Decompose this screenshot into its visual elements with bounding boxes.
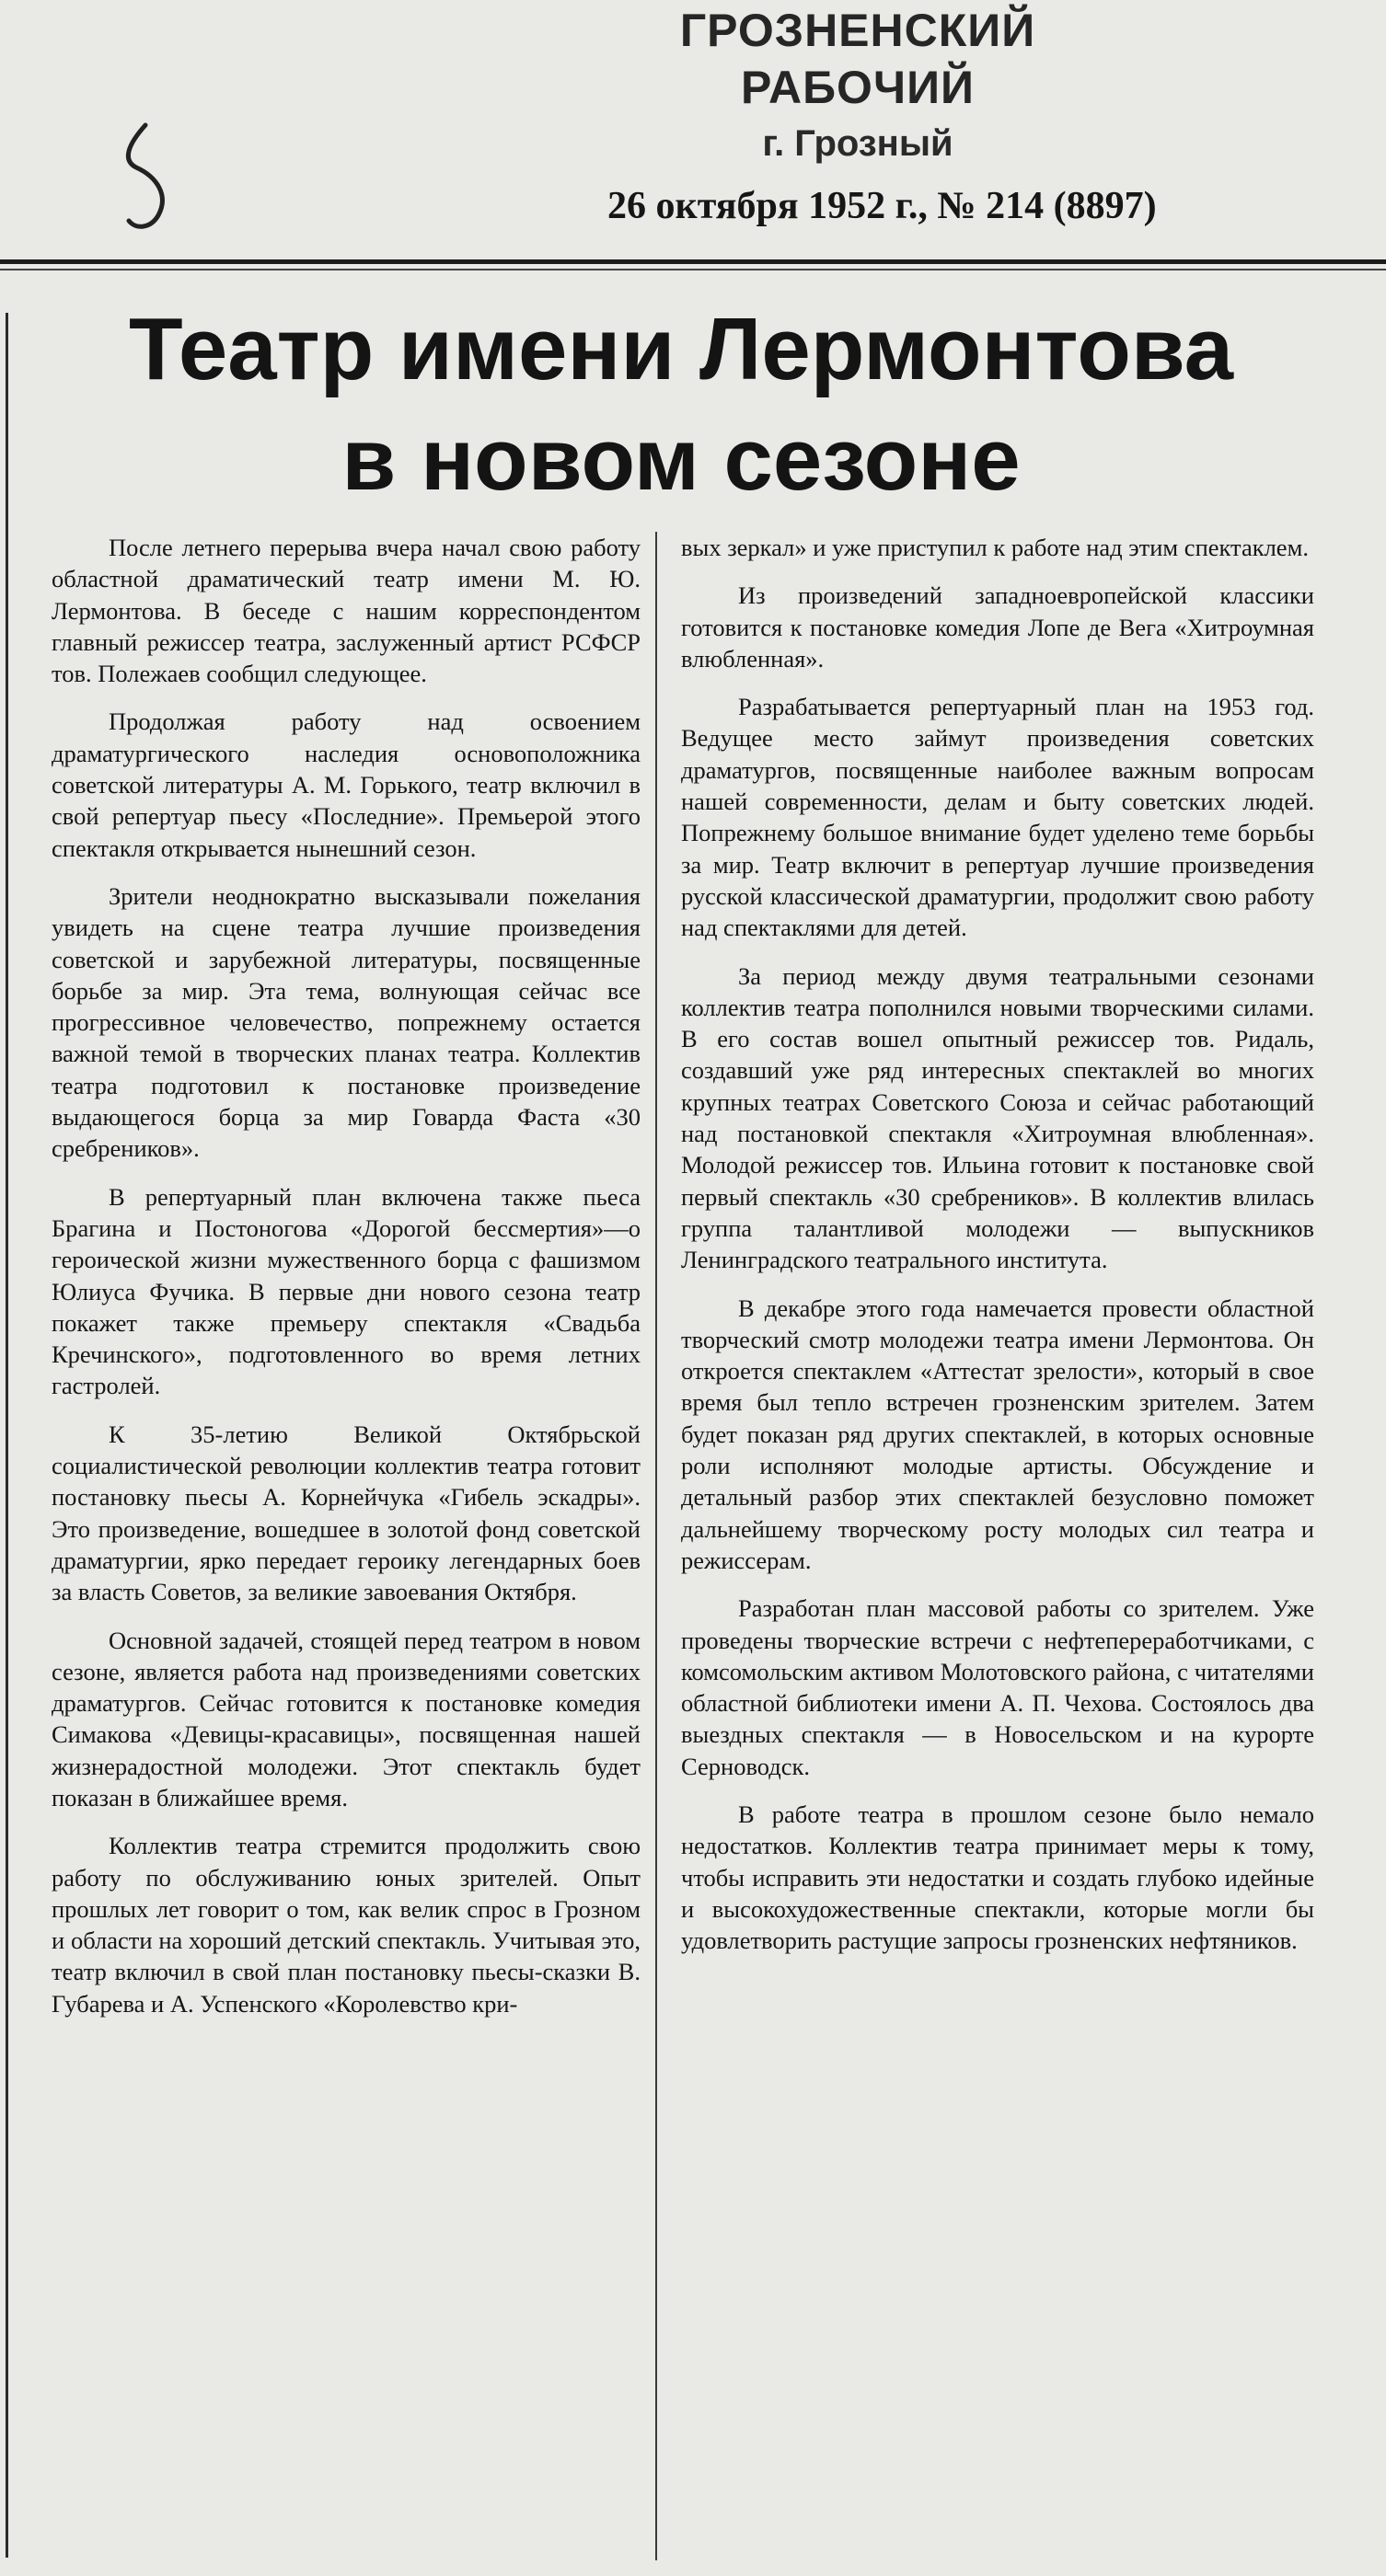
headline-line-2: в новом сезоне (341, 410, 1021, 509)
paragraph: Основной задачей, стоящей перед театром в новом сезоне, является работа над произведениями советских драматургов. Сейчас готовится к постановке комедия Симакова «Девицы-красавицы», посвященная нашей жизнерадостной молодежи. Этот спектакль будет показан в ближайшее время. (52, 1626, 641, 1811)
left-edge-line (6, 313, 8, 2558)
paragraph: Коллектив театра стремится продолжить свою работу по обслуживанию юных зрителей. Опыт прошлых лет говорит о том, как велик спрос в Грозном и области на хороший детский спектакль. Учитывая это, театр включил в свой план постановку пьесы-сказки В. Губарева и А. Успенского «Королевство кри- (52, 1832, 641, 2018)
paragraph: Разрабатывается репертуарный план на 1953 год. Ведущее место займут произведения советских драматургов, посвященные наиболее важным вопросам нашей современности, делам и быту советских людей. Попрежнему большое внимание будет уделено теме борьбы за мир. Театр включит в репертуар лучшие произведения русской классической драматургии, продолжит свою работу над спектаклями для детей. (681, 693, 1314, 942)
headline-line-1: Театр имени Лермонтова (128, 300, 1234, 398)
paragraph: В репертуарный план включена также пьеса Брагина и Постоногова «Дорогой бессмертия»—о героической жизни мужественного борца с фашизмом Юлиуса Фучика. В первые дни нового сезона театр покажет также премьеру спектакля «Свадьба Кречинского», подготовленного во время летних гастролей. (52, 1182, 641, 1400)
column-divider (655, 532, 657, 2560)
paragraph: Разработан план массовой работы со зрителем. Уже проведены творческие встречи с нефтепереработчиками, с комсомольским активом Молотовского района, с читателями областной библиотеки имени А. П. Чехова. Состоялось два выездных спектакля — в Новосельском и на курорте Серноводск. (681, 1594, 1314, 1780)
header-rule (0, 259, 1386, 264)
article-column-2 (681, 532, 1314, 2560)
newspaper-name: ГРОЗНЕНСКИЙ РАБОЧИЙ (679, 5, 1036, 113)
paragraph: В работе театра в прошлом сезоне было немало недостатков. Коллектив театра принимает меры к тому, чтобы исправить эти недостатки и создать глубоко идейные и высокохудожественные спектакли, которые могли бы удовлетворить растущие запросы грозненских нефтяников. (681, 1800, 1314, 1955)
paragraph: К 35-летию Великой Октябрьской социалистической революции коллектив театра готовит постановку пьесы А. Корнейчука «Гибель эскадры». Это произведение, вошедшее в золотой фонд советской драматургии, ярко передает героику легендарных боев за власть Советов, за великие завоевания Октября. (52, 1420, 641, 1606)
paragraph: Продолжая работу над освоением драматургического наследия основоположника советской литературы А. М. Горького, театр включил в свой репертуар пьесу «Последние». Премьерой этого спектакля открывается нынешний сезон. (52, 707, 641, 862)
header-rule-thin (0, 269, 1386, 270)
paragraph: Из произведений западноевропейской классики готовится к постановке комедия Лопе де Вега «Хитроумная влюбленная». (681, 581, 1314, 673)
article-headline (18, 294, 1344, 515)
article-column-1 (52, 532, 641, 2560)
library-stamp (618, 2, 1097, 164)
city-name: г. Грозный (762, 123, 953, 164)
issue-dateline: 26 октября 1952 г., № 214 (8897) (607, 185, 1157, 227)
handwritten-mark-icon (109, 116, 191, 236)
paragraph-continuation: вых зеркал» и уже приступил к работе над этим спектаклем. (681, 534, 1309, 561)
paragraph: В декабре этого года намечается провести областной творческий смотр молодежи театра имени Лермонтова. Он откроется спектаклем «Аттестат зрелости», который в свое время был тепло встречен грозненским зрителем. Затем будет показан ряд других спектаклей, в которых основные роли исполняют молодые артисты. Обсуждение и детальный разбор этих спектаклей безусловно поможет дальнейшему творческому росту молодых сил театра и режиссерам. (681, 1294, 1314, 1574)
paragraph: Зрители неоднократно высказывали пожелания увидеть на сцене театра лучшие произведения советской и зарубежной литературы, посвященные борьбе за мир. Эта тема, волнующая сейчас все прогрессивное человечество, попрежнему остается важной темой в творческих планах театра. Коллектив театра подготовил к постановке произведение выдающегося борца за мир Говарда Фаста «30 сребреников». (52, 881, 641, 1163)
paragraph: За период между двумя театральными сезонами коллектив театра пополнился новыми творческими силами. В его состав вошел опытный режиссер тов. Ридаль, создавший уже ряд интересных спектаклей во многих крупных театрах Советского Союза и сейчас работающий над постановкой спектакля «Хитроумная влюбленная». Молодой режиссер тов. Ильина готовит к постановке свой первый спектакль «30 сребреников». В коллектив влилась группа талантливой молодежи — выпускников Ленинградского театрального института. (681, 961, 1314, 1274)
paragraph: После летнего перерыва вчера начал свою работу областной драматический театр имени М. Ю. Лермонтова. В беседе с нашим корреспондентом главный режиссер театра, заслуженный артист РСФСР тов. Полежаев сообщил следующее. (52, 534, 641, 688)
